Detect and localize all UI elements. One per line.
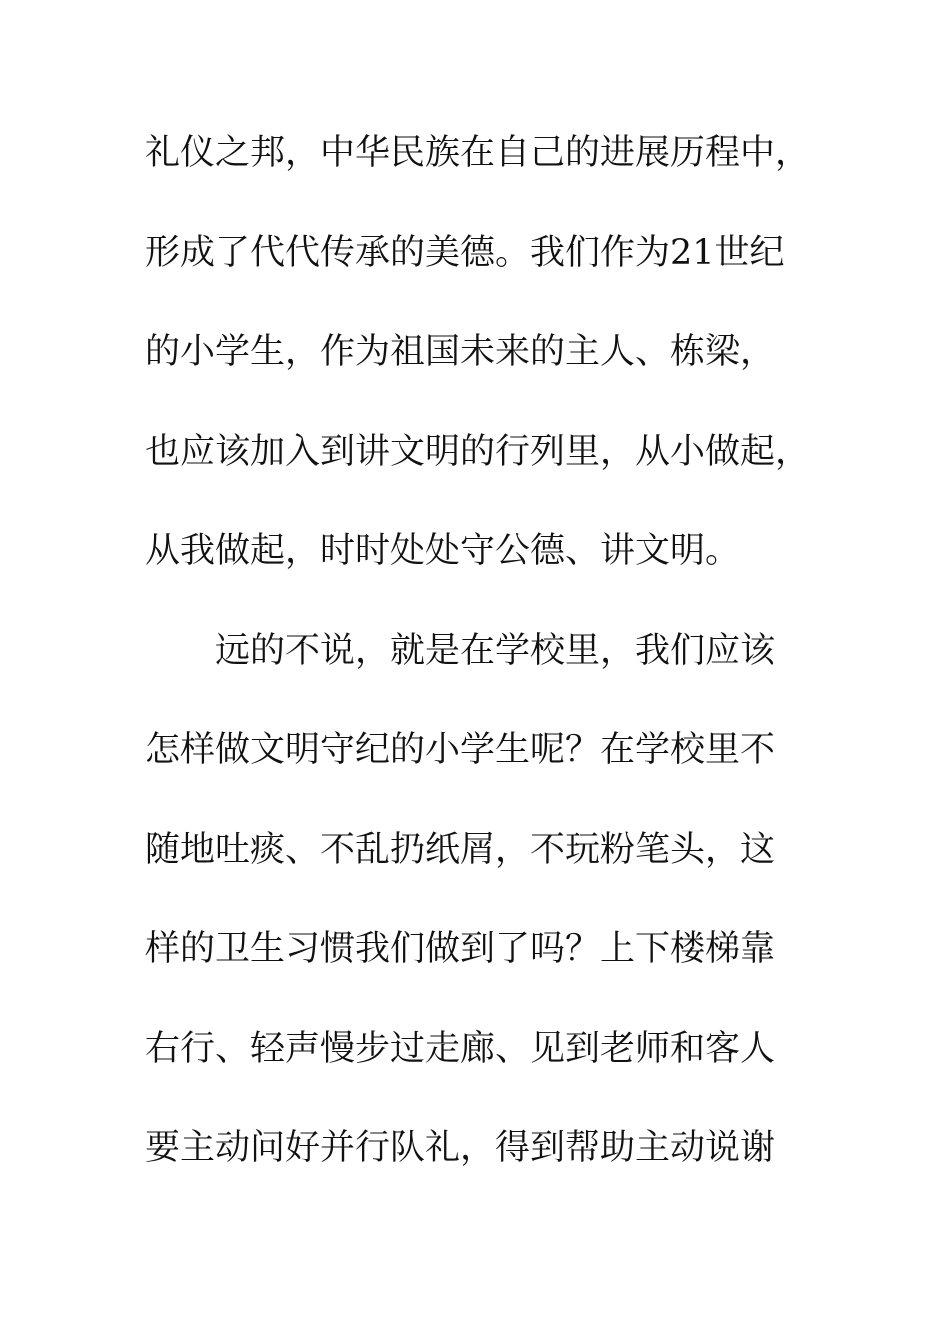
text-line: 形成了代代传承的美德。我们作为21世纪: [145, 232, 785, 273]
text-line: 要主动问好并行队礼，得到帮助主动说谢: [145, 1128, 776, 1168]
text-line: 样的卫生习惯我们做到了吗？上下楼梯靠: [145, 929, 776, 969]
text-line: 怎样做文明守纪的小学生呢？在学校里不: [145, 730, 776, 770]
body-text: [145, 125, 811, 1220]
paragraph-first-line: 远的不说，就是在学校里，我们应该: [215, 630, 776, 671]
text-line: 从我做起，时时处处守公德、讲文明。: [145, 531, 741, 571]
text-line: 礼仪之邦，中华民族在自己的进展历程中，: [145, 133, 811, 173]
text-line: 的小学生，作为祖国未来的主人、栋梁，: [145, 332, 776, 372]
text-line: 随地吐痰、不乱扔纸屑，不玩粉笔头，这: [145, 829, 776, 870]
text-line: 也应该加入到讲文明的行列里，从小做起，: [145, 431, 811, 472]
text-line: 右行、轻声慢步过走廊、见到老师和客人: [145, 1028, 776, 1069]
